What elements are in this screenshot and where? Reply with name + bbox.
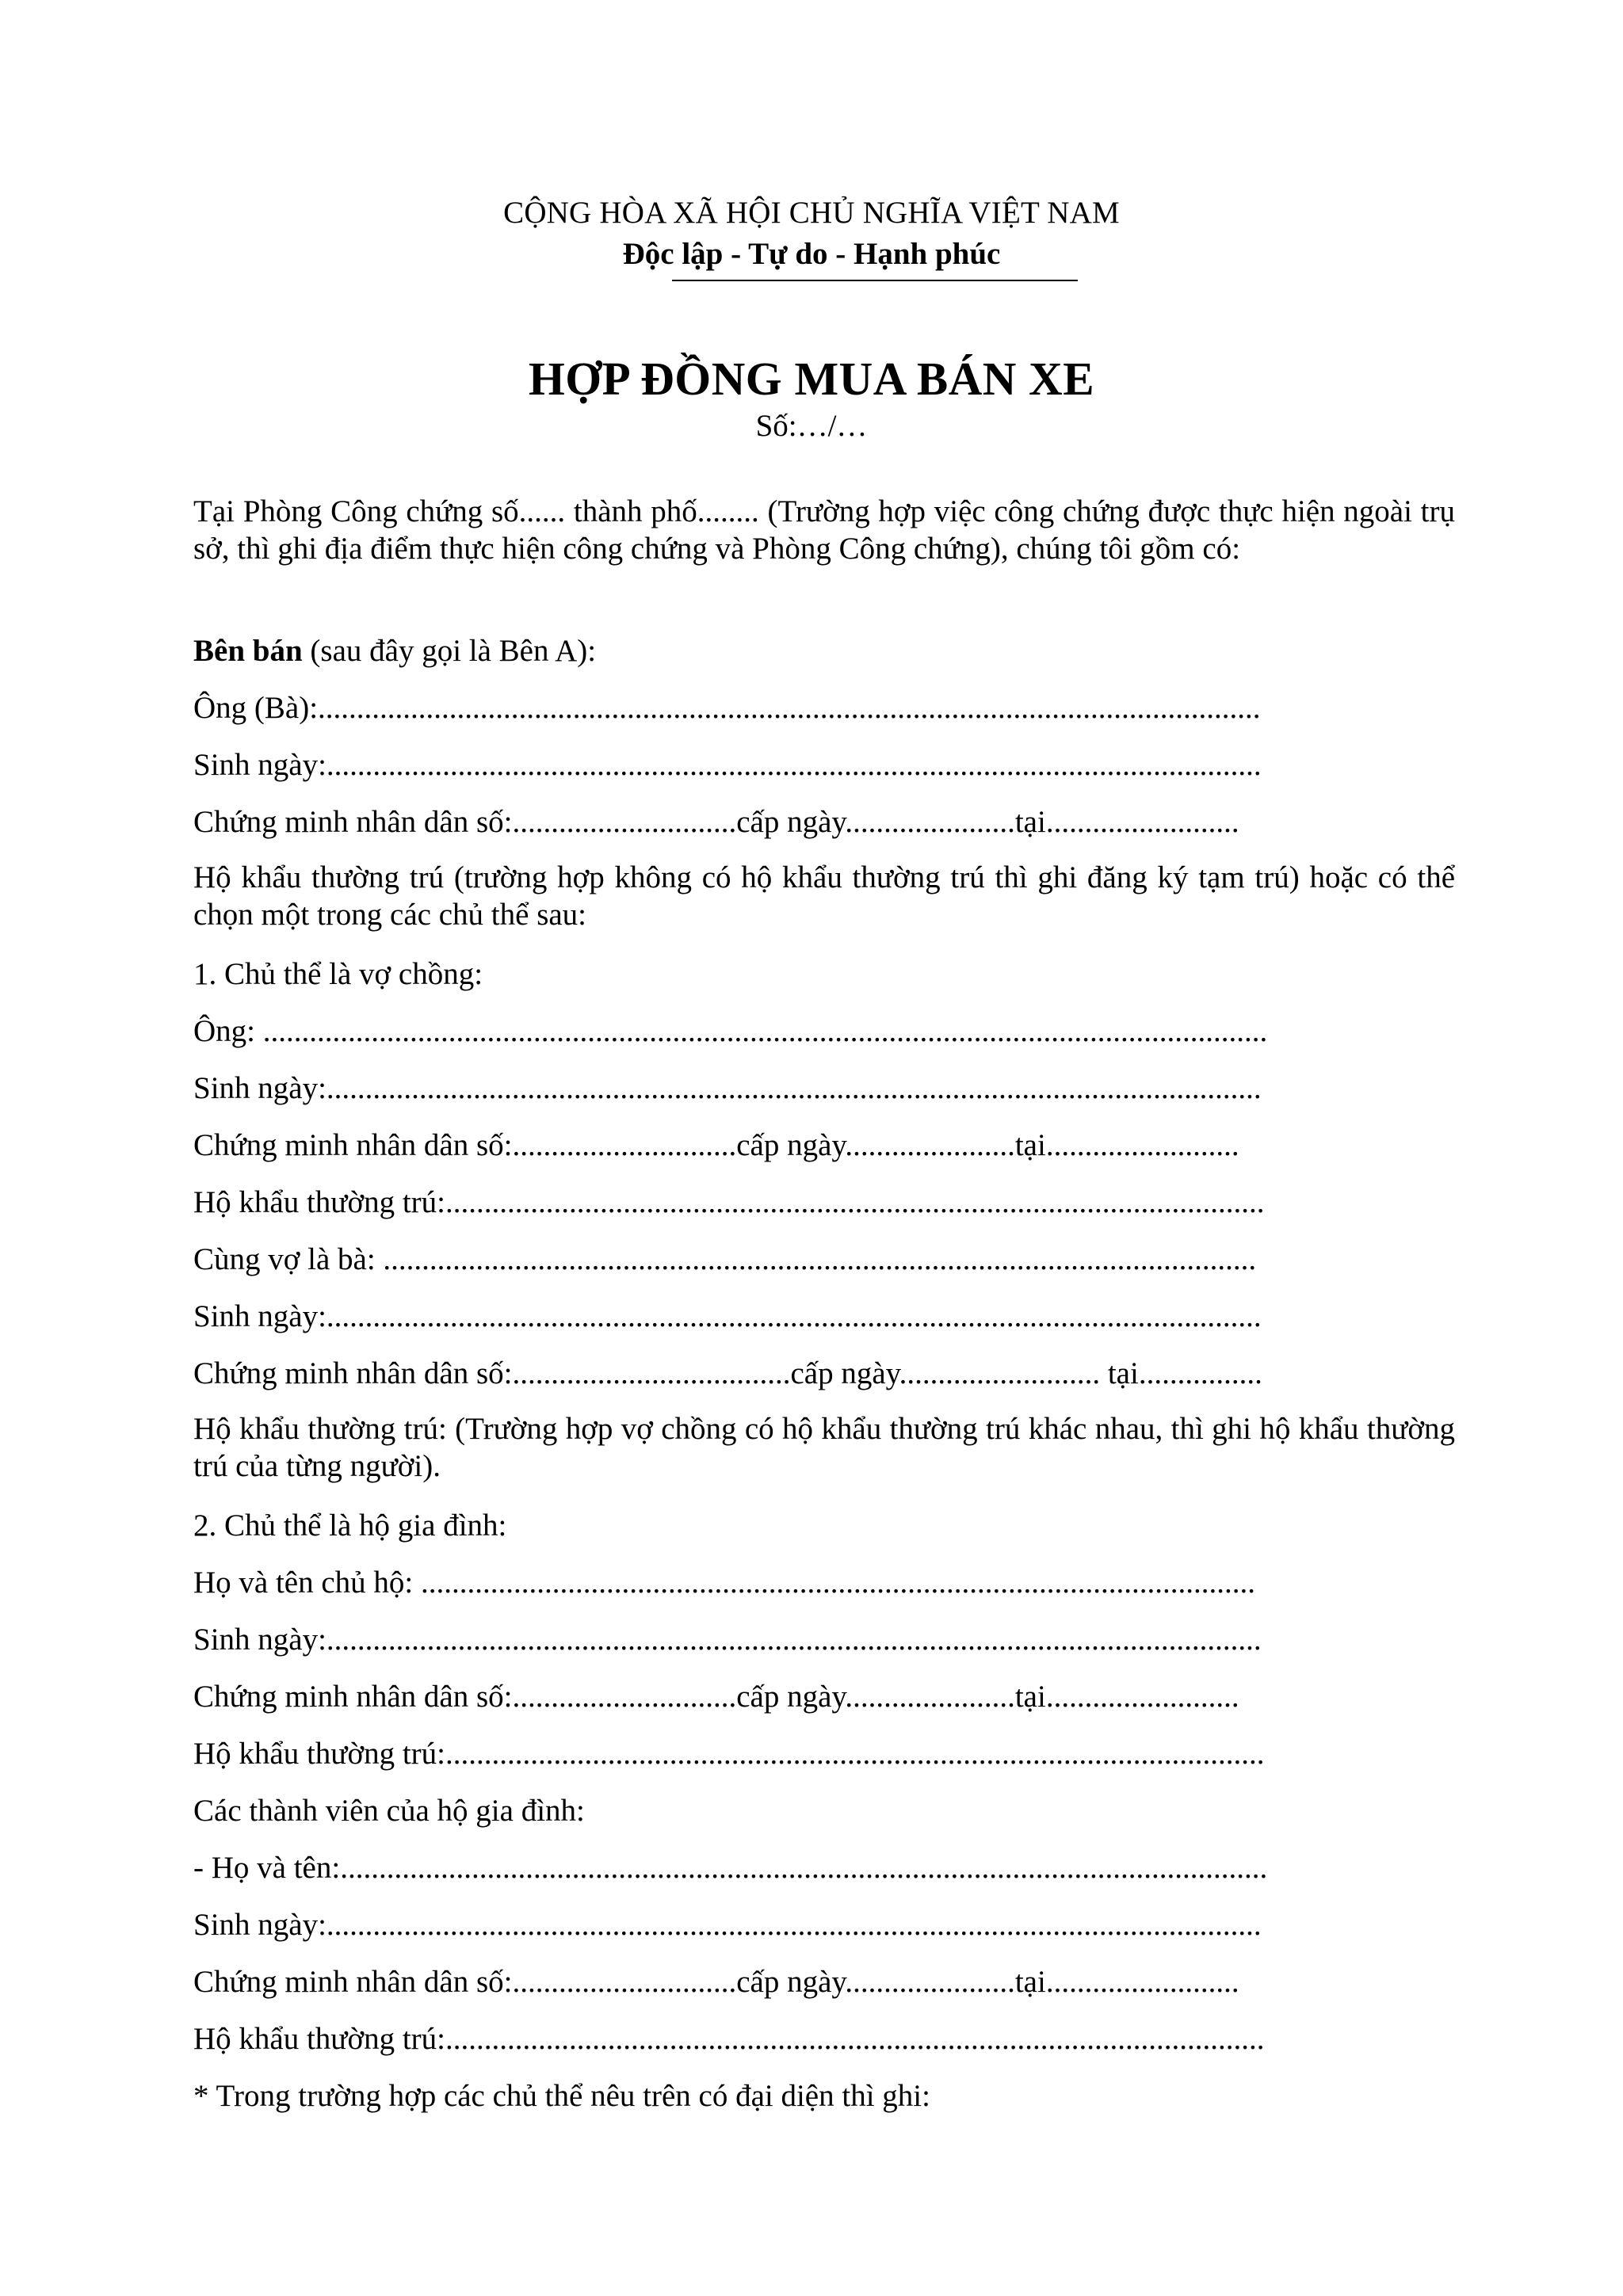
country-header: CỘNG HÒA XÃ HỘI CHỦ NGHĨA VIỆT NAM	[503, 196, 1120, 230]
husband-dob-field: Sinh ngày:.........................................................................................................................	[193, 1071, 1262, 1105]
member-residence-field: Hộ khẩu thường trú:..........................................................................................................	[193, 2022, 1265, 2056]
representative-note: * Trong trường hợp các chủ thể nêu trên có đại diện thì ghi:	[193, 2079, 930, 2113]
husband-residence-field: Hộ khẩu thường trú:..........................................................................................................	[193, 1185, 1265, 1219]
wife-residence-paragraph: Hộ khẩu thường trú: (Trường hợp vợ chồng có hộ khẩu thường trú khác nhau, thì ghi hộ khẩu thường trú của từng người).	[193, 1412, 1455, 1483]
husband-name-field: Ông: ..................................................................................................................................	[193, 1014, 1268, 1048]
seller-heading	[193, 632, 1455, 669]
seller-label: Bên bán	[193, 634, 303, 668]
seller-dob-field: Sinh ngày:.........................................................................................................................	[193, 748, 1262, 782]
motto-underline	[672, 280, 1078, 281]
household-members-heading: Các thành viên của hộ gia đình:	[193, 1794, 585, 1828]
household-head-dob-field: Sinh ngày:.........................................................................................................................	[193, 1623, 1262, 1657]
member-name-field: - Họ và tên:........................................................................................................................	[193, 1851, 1268, 1885]
document-title: HỢP ĐỒNG MUA BÁN XE	[528, 353, 1095, 405]
wife-id-field: Chứng minh nhân dân số:....................................cấp ngày.......................... tại................	[193, 1356, 1262, 1390]
section2-heading: 2. Chủ thể là hộ gia đình:	[193, 1508, 507, 1543]
household-head-name-field: Họ và tên chủ hộ: ............................................................................................................	[193, 1566, 1256, 1600]
wife-dob-field: Sinh ngày:.........................................................................................................................	[193, 1299, 1262, 1333]
husband-id-field: Chứng minh nhân dân số:.............................cấp ngày......................tại.........................	[193, 1128, 1239, 1162]
wife-name-field: Cùng vợ là bà: .................................................................................................................	[193, 1242, 1257, 1276]
seller-label-suffix: (sau đây gọi là Bên A):	[302, 634, 597, 668]
seller-id-field: Chứng minh nhân dân số:.............................cấp ngày......................tại.........................	[193, 805, 1239, 839]
household-head-residence-field: Hộ khẩu thường trú:..........................................................................................................	[193, 1737, 1265, 1771]
member-dob-field: Sinh ngày:.........................................................................................................................	[193, 1908, 1262, 1942]
seller-residence-paragraph: Hộ khẩu thường trú (trường hợp không có hộ khẩu thường trú thì ghi đăng ký tạm trú) hoặc có thể chọn một trong các chủ thể sau:	[193, 860, 1455, 932]
seller-name-field: Ông (Bà):..........................................................................................................................	[193, 691, 1261, 725]
intro-paragraph: Tại Phòng Công chứng số...... thành phố........ (Trường hợp việc công chứng được thực hiện ngoài trụ sở, thì ghi địa điểm thực hiện công chứng và Phòng Công chứng), chúng tôi gồm có:	[193, 494, 1455, 566]
national-motto: Độc lập - Tự do - Hạnh phúc	[622, 237, 1001, 271]
section1-heading: 1. Chủ thể là vợ chồng:	[193, 957, 483, 991]
household-head-id-field: Chứng minh nhân dân số:.............................cấp ngày......................tại.........................	[193, 1680, 1239, 1714]
member-id-field: Chứng minh nhân dân số:.............................cấp ngày......................tại.........................	[193, 1965, 1239, 1999]
document-number: Số:…/…	[755, 409, 868, 443]
